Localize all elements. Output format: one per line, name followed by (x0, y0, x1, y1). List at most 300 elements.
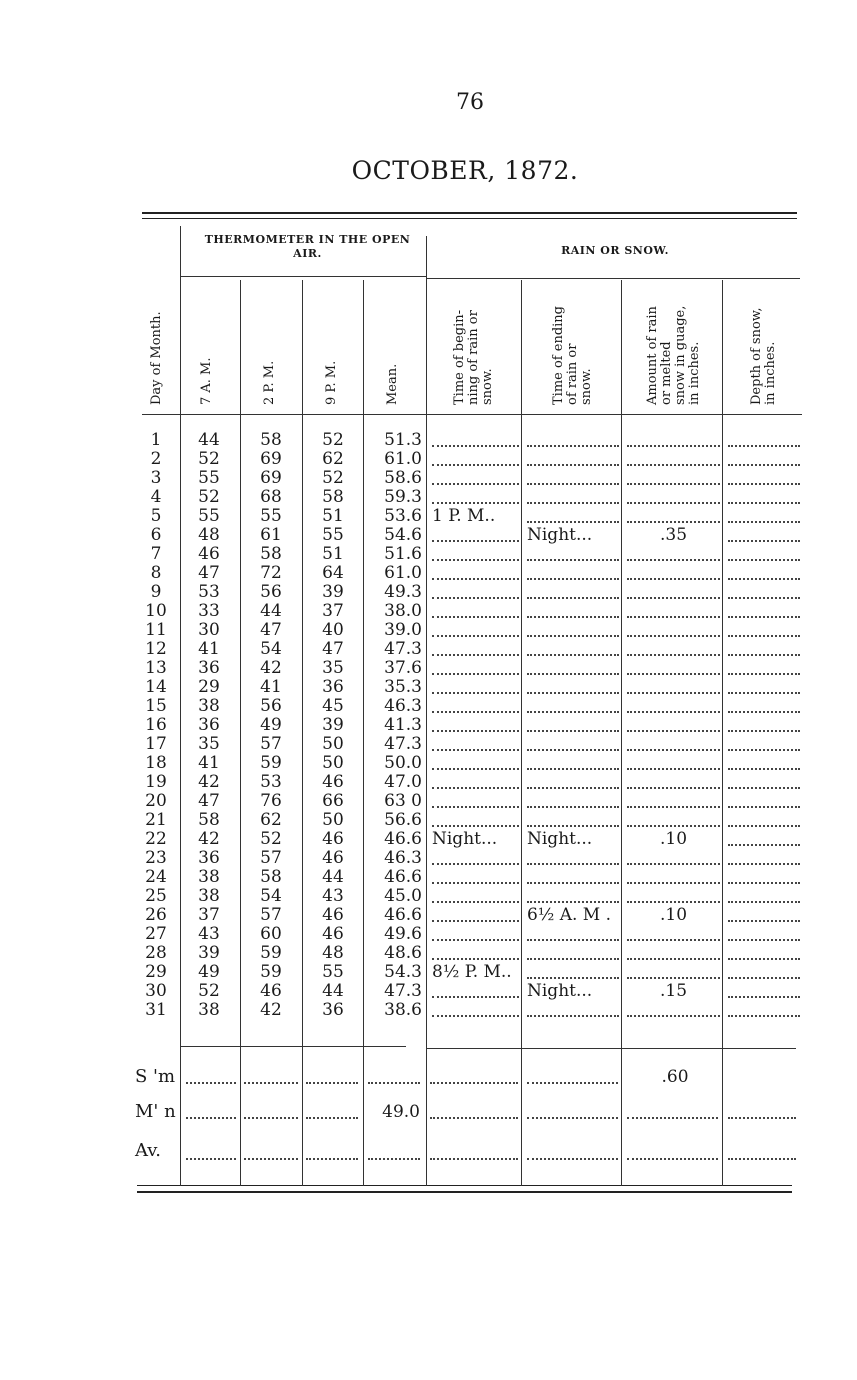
cell-pm9: 45 (322, 696, 344, 716)
cell-pm2: 69 (260, 449, 282, 469)
divider-begin (521, 280, 522, 1186)
dot-leader (728, 730, 800, 732)
cell-pm9: 58 (322, 487, 344, 507)
cell-day: 5 (150, 506, 162, 526)
dot-leader (728, 635, 800, 637)
bottom-rule-2 (137, 1191, 792, 1193)
dot-leader (527, 711, 619, 713)
cell-day: 10 (145, 601, 167, 621)
dot-leader (527, 806, 619, 808)
cell-am7: 41 (198, 639, 220, 659)
cell-day: 25 (145, 886, 167, 906)
cell-mean: 47.0 (384, 772, 422, 792)
dot-leader (432, 673, 519, 675)
cell-pm2: 60 (260, 924, 282, 944)
cell-am7: 41 (198, 753, 220, 773)
cell-pm9: 46 (322, 924, 344, 944)
divider-2pm (302, 280, 303, 1186)
dot-leader (627, 654, 720, 656)
divider-7am (240, 280, 241, 1186)
cell-pm9: 62 (322, 449, 344, 469)
cell-day: 27 (145, 924, 167, 944)
dot-leader (728, 673, 800, 675)
dot-leader (728, 920, 800, 922)
cell-day: 24 (145, 867, 167, 887)
dot-leader (527, 559, 619, 561)
cell-mean: 63 0 (384, 791, 422, 811)
cell-mean: 41.3 (384, 715, 422, 735)
cell-am7: 47 (198, 563, 220, 583)
dot-leader (432, 920, 519, 922)
dot-leader (728, 711, 800, 713)
dot-leader (728, 1158, 796, 1160)
cell-pm9: 52 (322, 468, 344, 488)
cell-mean: 46.6 (384, 867, 422, 887)
cell-am7: 37 (198, 905, 220, 925)
dot-leader (627, 939, 720, 941)
dot-leader (728, 825, 800, 827)
cell-day: 21 (145, 810, 167, 830)
cell-pm9: 39 (322, 715, 344, 735)
cell-mean: 35.3 (384, 677, 422, 697)
cell-pm2: 76 (260, 791, 282, 811)
dot-leader (432, 502, 519, 504)
dot-leader (728, 445, 800, 447)
cell-day: 20 (145, 791, 167, 811)
cell-pm2: 62 (260, 810, 282, 830)
cell-pm2: 41 (260, 677, 282, 697)
cell-pm9: 51 (322, 506, 344, 526)
cell-day: 28 (145, 943, 167, 963)
cell-day: 14 (145, 677, 167, 697)
cell-day: 13 (145, 658, 167, 678)
cell-begin: Night... (432, 829, 498, 849)
cell-pm9: 55 (322, 962, 344, 982)
cell-pm9: 50 (322, 753, 344, 773)
dot-leader (432, 901, 519, 903)
cell-end: Night... (527, 981, 593, 1001)
dot-leader (432, 939, 519, 941)
dot-leader (432, 540, 519, 542)
page-number: 76 (456, 90, 484, 115)
dot-leader (627, 958, 720, 960)
dot-leader (527, 730, 619, 732)
cell-pm9: 50 (322, 734, 344, 754)
cell-pm9: 37 (322, 601, 344, 621)
cell-end: Night... (527, 525, 593, 545)
dot-leader (627, 730, 720, 732)
dot-leader (527, 958, 619, 960)
cell-am7: 49 (198, 962, 220, 982)
dot-leader (728, 692, 800, 694)
dot-leader (627, 768, 720, 770)
dot-leader (627, 578, 720, 580)
cell-pm9: 46 (322, 772, 344, 792)
dot-leader (627, 483, 720, 485)
dot-leader (527, 597, 619, 599)
top-rule-2 (142, 218, 797, 219)
dot-leader (430, 1082, 518, 1084)
cell-mean: 61.0 (384, 449, 422, 469)
dot-leader (527, 1158, 618, 1160)
header-day-of-month: Day of Month. (149, 311, 164, 405)
cell-mean: 38.0 (384, 601, 422, 621)
dot-leader (627, 863, 720, 865)
cell-pm2: 53 (260, 772, 282, 792)
dot-leader (728, 863, 800, 865)
cell-pm2: 59 (260, 943, 282, 963)
dot-leader (244, 1082, 298, 1084)
sum-amount: .60 (661, 1067, 689, 1087)
dot-leader (527, 578, 619, 580)
cell-day: 2 (150, 449, 162, 469)
avg-label: Av. (135, 1140, 162, 1161)
header-time-begin: Time of begin- ning of rain or snow. (452, 309, 495, 405)
dot-leader (627, 635, 720, 637)
cell-pm9: 48 (322, 943, 344, 963)
dot-leader (527, 673, 619, 675)
cell-pm9: 35 (322, 658, 344, 678)
cell-day: 8 (150, 563, 162, 583)
cell-end: 6½ A. M . (527, 905, 611, 925)
cell-am7: 52 (198, 487, 220, 507)
cell-am7: 38 (198, 1000, 220, 1020)
mean-value: 49.0 (382, 1102, 420, 1122)
cell-pm2: 54 (260, 886, 282, 906)
divider-amount (722, 280, 723, 1186)
dot-leader (728, 977, 800, 979)
dot-leader (432, 692, 519, 694)
cell-mean: 38.6 (384, 1000, 422, 1020)
dot-leader (728, 616, 800, 618)
dot-leader (527, 882, 619, 884)
divider-day (180, 226, 181, 1186)
dot-leader (306, 1158, 358, 1160)
cell-amount: .15 (659, 981, 688, 1001)
dot-leader (627, 673, 720, 675)
dot-leader (527, 1082, 618, 1084)
sum-label: S 'm (135, 1066, 176, 1087)
dot-leader (432, 768, 519, 770)
cell-mean: 59.3 (384, 487, 422, 507)
cell-pm9: 52 (322, 430, 344, 450)
dot-leader (432, 445, 519, 447)
cell-mean: 47.3 (384, 639, 422, 659)
cell-pm2: 49 (260, 715, 282, 735)
cell-pm9: 66 (322, 791, 344, 811)
dot-leader (432, 996, 519, 998)
cell-am7: 43 (198, 924, 220, 944)
dot-leader (728, 939, 800, 941)
cell-day: 12 (145, 639, 167, 659)
cell-amount: .10 (659, 829, 688, 849)
dot-leader (627, 825, 720, 827)
dot-leader (306, 1117, 358, 1119)
cell-am7: 55 (198, 468, 220, 488)
dot-leader (432, 749, 519, 751)
dot-leader (432, 806, 519, 808)
dot-leader (432, 635, 519, 637)
cell-am7: 53 (198, 582, 220, 602)
cell-pm2: 59 (260, 753, 282, 773)
cell-am7: 35 (198, 734, 220, 754)
thermometer-group-header: THERMOMETER IN THE OPEN AIR. (204, 233, 411, 260)
dot-leader (627, 502, 720, 504)
cell-end: Night... (527, 829, 593, 849)
cell-pm2: 44 (260, 601, 282, 621)
dot-leader (432, 616, 519, 618)
cell-mean: 47.3 (384, 734, 422, 754)
cell-pm2: 57 (260, 734, 282, 754)
cell-pm9: 43 (322, 886, 344, 906)
cell-mean: 37.6 (384, 658, 422, 678)
dot-leader (432, 711, 519, 713)
cell-pm9: 51 (322, 544, 344, 564)
dot-leader (728, 749, 800, 751)
header-amount: Amount of rain or melted snow in guage, in inches. (645, 305, 702, 405)
dot-leader (432, 597, 519, 599)
dot-leader (527, 825, 619, 827)
dot-leader (627, 787, 720, 789)
summary-rule-left (180, 1046, 406, 1047)
dot-leader (186, 1082, 236, 1084)
cell-mean: 56.6 (384, 810, 422, 830)
dot-leader (627, 1117, 718, 1119)
dot-leader (728, 1117, 796, 1119)
cell-day: 22 (145, 829, 167, 849)
cell-pm2: 57 (260, 848, 282, 868)
dot-leader (430, 1117, 518, 1119)
cell-pm9: 36 (322, 677, 344, 697)
cell-mean: 46.3 (384, 696, 422, 716)
cell-mean: 54.6 (384, 525, 422, 545)
cell-day: 15 (145, 696, 167, 716)
cell-pm2: 56 (260, 582, 282, 602)
cell-amount: .10 (659, 905, 688, 925)
summary-rule-right (426, 1048, 796, 1049)
dot-leader (186, 1158, 236, 1160)
dot-leader (430, 1158, 518, 1160)
dot-leader (728, 483, 800, 485)
dot-leader (728, 1015, 800, 1017)
header-bottom-rule (142, 414, 802, 415)
cell-mean: 49.3 (384, 582, 422, 602)
cell-day: 26 (145, 905, 167, 925)
cell-pm2: 52 (260, 829, 282, 849)
cell-pm2: 58 (260, 867, 282, 887)
cell-day: 3 (150, 468, 162, 488)
dot-leader (527, 977, 619, 979)
cell-mean: 46.6 (384, 829, 422, 849)
dot-leader (627, 464, 720, 466)
cell-am7: 38 (198, 696, 220, 716)
dot-leader (627, 445, 720, 447)
cell-am7: 30 (198, 620, 220, 640)
dot-leader (306, 1082, 358, 1084)
cell-pm2: 68 (260, 487, 282, 507)
cell-pm2: 69 (260, 468, 282, 488)
bottom-rule (137, 1185, 792, 1186)
dot-leader (432, 730, 519, 732)
dot-leader (728, 768, 800, 770)
cell-pm2: 58 (260, 430, 282, 450)
cell-pm9: 44 (322, 981, 344, 1001)
cell-am7: 46 (198, 544, 220, 564)
header-7am: 7 A. M. (199, 357, 214, 405)
dot-leader (627, 977, 720, 979)
cell-begin: 8½ P. M.. (432, 962, 512, 982)
dot-leader (432, 825, 519, 827)
cell-amount: .35 (659, 525, 688, 545)
cell-pm2: 46 (260, 981, 282, 1001)
dot-leader (728, 559, 800, 561)
header-depth: Depth of snow, in inches. (749, 307, 778, 405)
cell-pm2: 54 (260, 639, 282, 659)
dot-leader (527, 483, 619, 485)
dot-leader (186, 1117, 236, 1119)
mean-label: M' n (135, 1101, 176, 1122)
cell-pm2: 58 (260, 544, 282, 564)
dot-leader (728, 540, 800, 542)
cell-day: 7 (150, 544, 162, 564)
dot-leader (527, 616, 619, 618)
dot-leader (432, 882, 519, 884)
cell-pm2: 42 (260, 658, 282, 678)
cell-pm2: 47 (260, 620, 282, 640)
cell-day: 23 (145, 848, 167, 868)
cell-day: 1 (150, 430, 162, 450)
dot-leader (728, 996, 800, 998)
cell-day: 19 (145, 772, 167, 792)
cell-mean: 61.0 (384, 563, 422, 583)
cell-am7: 42 (198, 772, 220, 792)
dot-leader (527, 939, 619, 941)
top-rule (142, 212, 797, 214)
cell-pm9: 36 (322, 1000, 344, 1020)
dot-leader (527, 787, 619, 789)
dot-leader (627, 1015, 720, 1017)
header-2pm: 2 P. M. (262, 360, 277, 405)
cell-mean: 47.3 (384, 981, 422, 1001)
dot-leader (728, 578, 800, 580)
header-9pm: 9 P. M. (324, 360, 339, 405)
cell-mean: 51.3 (384, 430, 422, 450)
cell-am7: 39 (198, 943, 220, 963)
dot-leader (527, 445, 619, 447)
cell-mean: 51.6 (384, 544, 422, 564)
cell-mean: 46.3 (384, 848, 422, 868)
cell-mean: 49.6 (384, 924, 422, 944)
dot-leader (728, 882, 800, 884)
dot-leader (728, 806, 800, 808)
dot-leader (527, 464, 619, 466)
cell-mean: 39.0 (384, 620, 422, 640)
cell-day: 9 (150, 582, 162, 602)
dot-leader (627, 806, 720, 808)
dot-leader (244, 1158, 298, 1160)
cell-day: 4 (150, 487, 162, 507)
cell-pm9: 46 (322, 905, 344, 925)
dot-leader (432, 464, 519, 466)
cell-am7: 36 (198, 715, 220, 735)
cell-day: 29 (145, 962, 167, 982)
cell-pm2: 42 (260, 1000, 282, 1020)
dot-leader (728, 844, 800, 846)
cell-pm2: 56 (260, 696, 282, 716)
rain-group-header: RAIN OR SNOW. (561, 244, 669, 257)
page-title: OCTOBER, 1872. (351, 156, 579, 185)
dot-leader (728, 787, 800, 789)
cell-pm9: 39 (322, 582, 344, 602)
cell-am7: 52 (198, 449, 220, 469)
cell-am7: 42 (198, 829, 220, 849)
cell-mean: 54.3 (384, 962, 422, 982)
dot-leader (627, 1158, 718, 1160)
dot-leader (432, 578, 519, 580)
dot-leader (527, 692, 619, 694)
cell-pm9: 40 (322, 620, 344, 640)
dot-leader (627, 597, 720, 599)
cell-begin: 1 P. M.. (432, 506, 496, 526)
dot-leader (627, 901, 720, 903)
cell-pm2: 61 (260, 525, 282, 545)
cell-day: 31 (145, 1000, 167, 1020)
cell-mean: 45.0 (384, 886, 422, 906)
dot-leader (368, 1158, 420, 1160)
cell-mean: 58.6 (384, 468, 422, 488)
dot-leader (627, 711, 720, 713)
cell-am7: 38 (198, 886, 220, 906)
dot-leader (728, 958, 800, 960)
cell-am7: 47 (198, 791, 220, 811)
cell-pm2: 57 (260, 905, 282, 925)
dot-leader (527, 1117, 618, 1119)
cell-pm9: 47 (322, 639, 344, 659)
cell-mean: 46.6 (384, 905, 422, 925)
cell-pm2: 55 (260, 506, 282, 526)
cell-day: 30 (145, 981, 167, 1001)
cell-am7: 55 (198, 506, 220, 526)
divider-9pm (363, 280, 364, 1186)
cell-am7: 33 (198, 601, 220, 621)
dot-leader (527, 1015, 619, 1017)
cell-am7: 44 (198, 430, 220, 450)
cell-pm9: 64 (322, 563, 344, 583)
header-mean: Mean. (385, 363, 400, 405)
cell-am7: 36 (198, 848, 220, 868)
cell-am7: 58 (198, 810, 220, 830)
cell-pm9: 46 (322, 848, 344, 868)
dot-leader (728, 901, 800, 903)
cell-pm9: 44 (322, 867, 344, 887)
dot-leader (527, 863, 619, 865)
dot-leader (432, 1015, 519, 1017)
cell-pm2: 72 (260, 563, 282, 583)
cell-day: 17 (145, 734, 167, 754)
dot-leader (728, 464, 800, 466)
cell-pm2: 59 (260, 962, 282, 982)
divider-mean (426, 236, 427, 1186)
dot-leader (432, 559, 519, 561)
divider-end (621, 280, 622, 1186)
dot-leader (527, 635, 619, 637)
cell-day: 18 (145, 753, 167, 773)
cell-pm9: 50 (322, 810, 344, 830)
dot-leader (432, 787, 519, 789)
dot-leader (432, 863, 519, 865)
cell-pm9: 55 (322, 525, 344, 545)
dot-leader (728, 654, 800, 656)
